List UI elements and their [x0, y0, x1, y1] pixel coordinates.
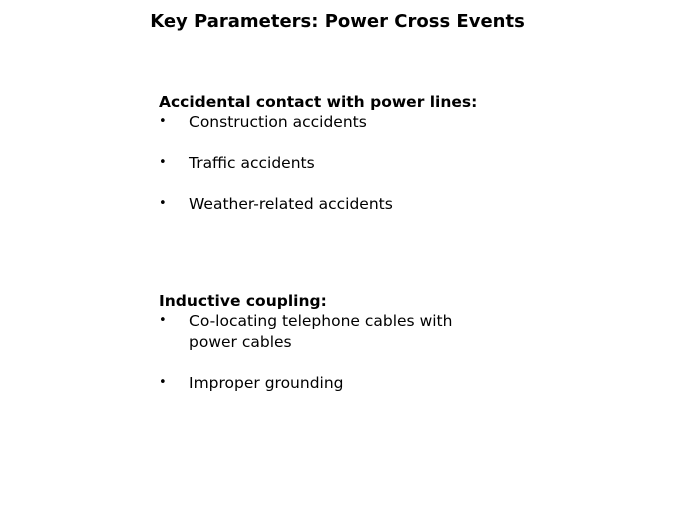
list-item-text: Traffic accidents: [189, 154, 315, 172]
list-item: [159, 194, 539, 215]
bullet-list: [159, 311, 539, 393]
bullet-icon: •: [159, 313, 167, 328]
list-item: [159, 311, 539, 352]
slide-title: Key Parameters: Power Cross Events: [150, 11, 525, 32]
bullet-icon: •: [159, 374, 167, 390]
list-item: [159, 373, 539, 394]
bullet-list: [159, 112, 539, 215]
list-item: [159, 112, 539, 133]
list-item-text: Weather-related accidents: [189, 195, 393, 213]
list-item-text: Construction accidents: [189, 113, 367, 131]
section-inductive-coupling: [159, 291, 539, 393]
bullet-icon: •: [159, 155, 167, 170]
list-item-text: Improper grounding: [189, 373, 344, 392]
section-heading: Accidental contact with power lines:: [159, 93, 478, 111]
section-heading: Inductive coupling:: [159, 292, 327, 310]
bullet-icon: •: [159, 114, 167, 129]
list-item-text: Co-locating telephone cables with power cables: [189, 312, 453, 351]
section-accidental-contact: [159, 92, 539, 215]
bullet-icon: •: [159, 196, 167, 211]
list-item: [159, 153, 539, 174]
